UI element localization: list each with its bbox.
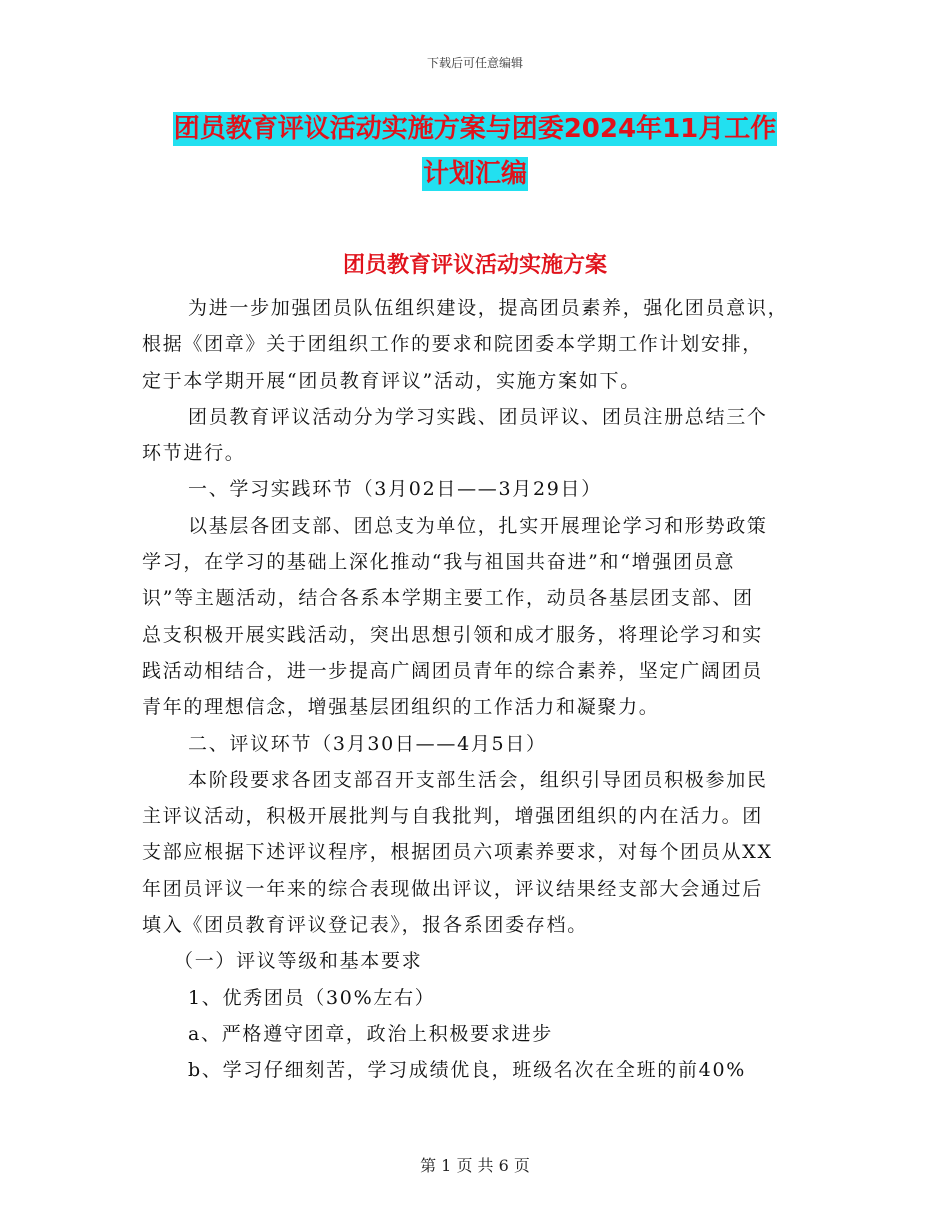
paragraph-line: 青年的理想信念，增强基层团组织的工作活力和凝聚力。 — [142, 696, 660, 719]
paragraph-line: 根据《团章》关于团组织工作的要求和院团委本学期工作计划安排， — [142, 333, 764, 356]
paragraph-line: 定于本学期开展“团员教育评议”活动，实施方案如下。 — [142, 369, 641, 392]
paragraph-line: 为进一步加强团员队伍组织建设，提高团员素养，强化团员意识， — [188, 297, 789, 319]
list-item: a、严格遵守团章，政治上积极要求进步 — [188, 1022, 553, 1045]
paragraph-line: 年团员评议一年来的综合表现做出评议，评议结果经支部大会通过后 — [142, 877, 764, 900]
paragraph-line: 识”等主题活动，结合各系本学期主要工作，动员各基层团支部、团 — [142, 587, 754, 610]
paragraph-line: 支部应根据下述评议程序，根据团员六项素养要求，对每个团员从XX — [142, 841, 773, 864]
list-item: 1、优秀团员（30%左右） — [188, 986, 436, 1009]
heading-line: 二、评议环节（3月30日——4月5日） — [188, 732, 547, 755]
paragraph-line: 团员教育评议活动分为学习实践、团员评议、团员注册总结三个 — [188, 405, 768, 428]
paragraph-line: 本阶段要求各团支部召开支部生活会，组织引导团员积极参加民 — [188, 768, 768, 791]
paragraph-line: 践活动相结合，进一步提高广阔团员青年的综合素养，坚定广阔团员 — [142, 659, 764, 682]
paragraph-line: 主评议活动，积极开展批判与自我批判，增强团组织的内在活力。团 — [142, 805, 764, 828]
subheading-line: （一）评议等级和基本要求 — [174, 950, 423, 973]
body-text — [142, 290, 807, 1089]
paragraph-line: 学习，在学习的基础上深化推动“我与祖国共奋进”和“增强团员意 — [142, 551, 736, 574]
heading-line: 一、学习实践环节（3月02日——3月29日） — [188, 478, 602, 501]
paragraph-line: 总支积极开展实践活动，突出思想引领和成才服务，将理论学习和实 — [142, 623, 764, 646]
page-footer: 第 1 页 共 6 页 — [420, 1156, 530, 1175]
section-title: 团员教育评议活动实施方案 — [342, 253, 607, 278]
document-title-line-1: 团员教育评议活动实施方案与团委2024年11月工作 — [173, 114, 777, 144]
paragraph-line: 填入《团员教育评议登记表》，报各系团委存档。 — [142, 914, 588, 937]
paragraph-line: 环节进行。 — [142, 442, 246, 465]
list-item: b、学习仔细刻苦，学习成绩优良，班级名次在全班的前40% — [188, 1059, 746, 1082]
paragraph-line: 以基层各团支部、团总支为单位，扎实开展理论学习和形势政策 — [188, 514, 768, 537]
header-note: 下载后可任意编辑 — [426, 56, 523, 70]
document-title-line-2: 计划汇编 — [422, 159, 527, 189]
